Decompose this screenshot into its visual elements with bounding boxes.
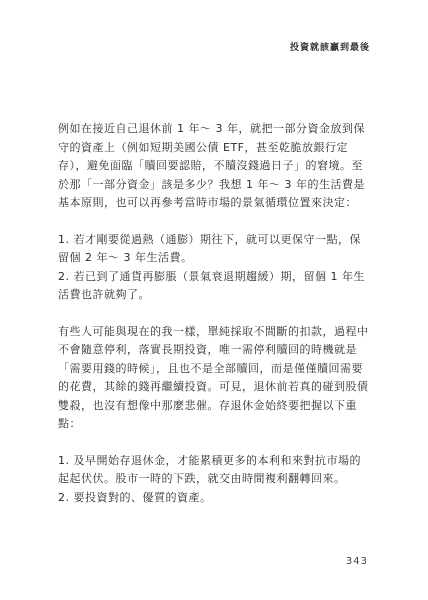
body-text bbox=[58, 120, 370, 507]
list-item: 2. 若已到了通貨再膨脹（景氣衰退期趨緩）期，留個 1 年生活費也許就夠了。 bbox=[58, 269, 365, 301]
list-item: 1. 及早開始存退休金，才能累積更多的本利和來對抗市場的起起伏伏。股市一時的下跌，就交由時間複利翻轉回來。 bbox=[58, 453, 361, 485]
list-item: 1. 若才剛要從過熱（通膨）期往下，就可以更保守一點，保留個 2 年～ 3 年生活費。 bbox=[58, 232, 361, 264]
paragraph-retirement: 有些人可能與現在的我一樣，單純採取不間斷的扣款，過程中不會隨意停利，落實長期投資，唯一需停利贖回的時機就是「需要用錢的時候」，且也不是全部贖回，而是僅僅贖回需要的花費，其餘的錢再繼續投資。可見，退休前若真的碰到股債雙殺，也沒有想像中那麼悲催。存退休金始終要把握以下重點： bbox=[58, 324, 369, 430]
page-number: 343 bbox=[345, 556, 368, 567]
paragraph-intro: 例如在接近自己退休前 1 年～ 3 年，就把一部分資金放到保守的資產上（例如短期美國公債 ETF，甚至乾脆放銀行定存），避免面臨「贖回要認賠，不贖沒錢過日子」的窘境。至於那「一部分資金」該是多少？我想 1 年～ 3 年的生活費是基本原則，也可以再參考當時市場的景氣循環位置來決定： bbox=[58, 122, 365, 209]
list-item: 2. 要投資對的、優質的資產。 bbox=[58, 490, 212, 504]
running-header: 投資就該贏到最後 bbox=[289, 43, 370, 53]
